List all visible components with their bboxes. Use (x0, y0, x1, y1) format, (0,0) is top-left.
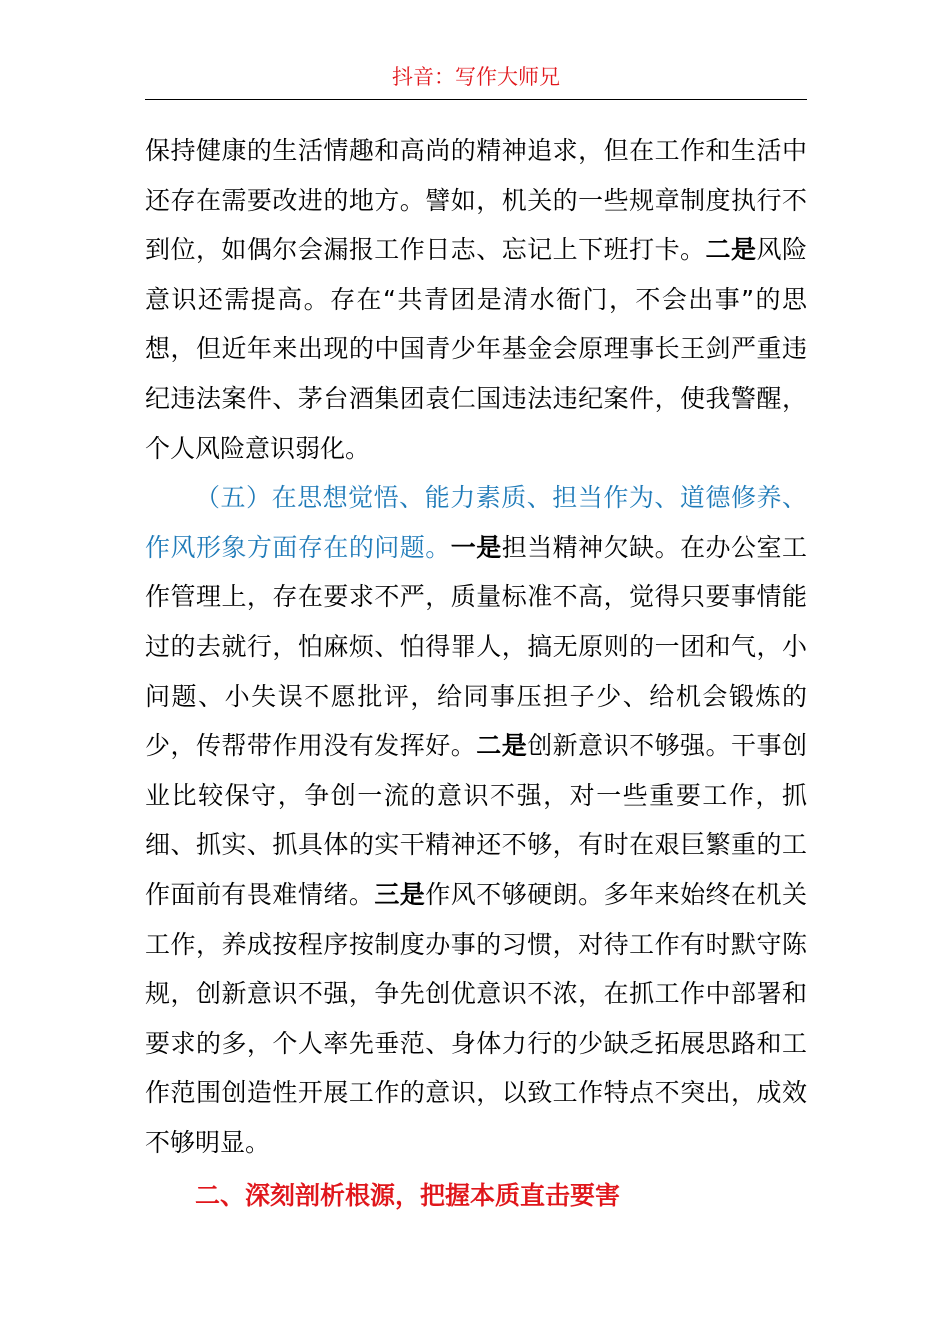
paragraph-2-text-3: 作风不够硬朗。多年来始终在机关工作，养成按程序按制度办事的习惯，对待工作有时默守陈规，创新意识不强，争先创优意识不浓，在抓工作中部署和要求的多，个人率先垂范、身体力行的少缺乏拓展思路和工作范围创造性开展工作的意识，以致工作特点不突出，成效不够明显。 (145, 879, 807, 1157)
subsection-heading-five: （五）在思想觉悟、能力素质、担当作为、道德修养、作风形象方面存在的问题。 (145, 483, 807, 562)
page-header: 抖音：写作大师兄 (392, 65, 560, 89)
paragraph-1-text-2: 风险意识还需提高。存在“共青团是清水衙门，不会出事”的思想，但近年来出现的中国青少年基金会原理事长王剑严重违纪违法案件、茅台酒集团袁仁国违法违纪案件，使我警醒，个人风险意识弱化。 (145, 235, 807, 463)
paragraph-1-text-1: 保持健康的生活情趣和高尚的精神追求，但在工作和生活中还存在需要改进的地方。譬如，机关的一些规章制度执行不到位，如偶尔会漏报工作日志、忘记上下班打卡。 (145, 136, 807, 265)
paragraph-2-text-2: 创新意识不够强。干事创业比较保守，争创一流的意识不强，对一些重要工作，抓细、抓实、抓具体的实干精神还不够，有时在艰巨繁重的工作面前有畏难情绪。 (145, 731, 807, 909)
paragraph-2-bold-2: 二是 (476, 731, 528, 761)
header-divider (145, 99, 807, 100)
paragraph-2-bold-1: 一是 (450, 532, 502, 562)
document-body (145, 126, 807, 1221)
paragraph-section-five (145, 473, 807, 1167)
paragraph-1-bold-2: 二是 (705, 235, 757, 265)
section-heading-two: 二、深刻剖析根源，把握本质直击要害 (195, 1181, 621, 1211)
paragraph-continued (145, 126, 807, 473)
paragraph-2-text-1: 担当精神欠缺。在办公室工作管理上，存在要求不严，质量标准不高，觉得只要事情能过的去就行，怕麻烦、怕得罪人，搞无原则的一团和气，小问题、小失误不愿批评，给同事压担子少、给机会锻炼的少，传帮带作用没有发挥好。 (145, 532, 807, 761)
paragraph-2-bold-3: 三是 (374, 879, 426, 909)
